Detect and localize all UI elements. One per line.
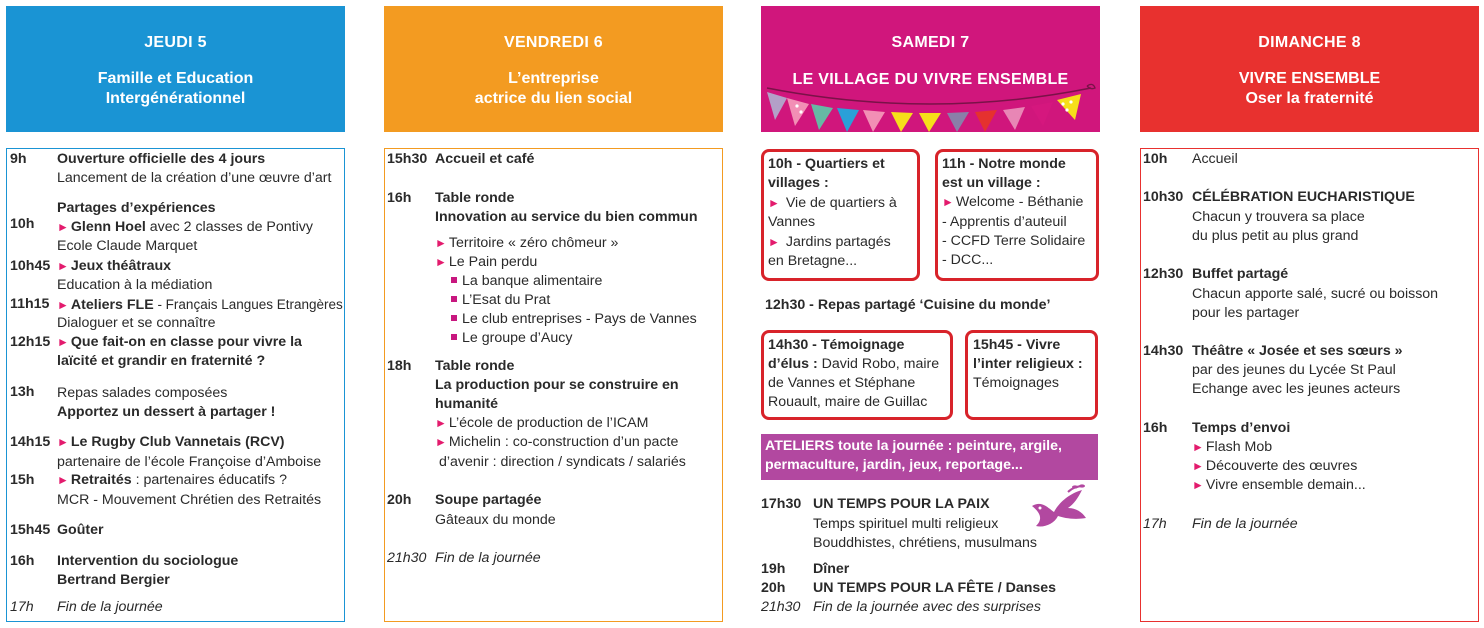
triangle-right-icon: ► — [435, 416, 447, 430]
time: 15h — [10, 472, 35, 488]
box-title: 14h30 - Témoignage — [768, 337, 905, 353]
event-title: laïcité et grandir en fraternité ? — [57, 353, 266, 369]
box-item: - Apprentis d’auteuil — [942, 214, 1067, 230]
box-title: l’inter religieux : — [973, 356, 1083, 372]
event-item: ► Glenn Hoel avec 2 classes de Pontivy — [57, 219, 313, 235]
event-title: ► Le Rugby Club Vannetais (RCV) — [57, 434, 285, 450]
event-title: UN TEMPS POUR LA FÊTE / Danses — [813, 580, 1057, 596]
theme-line2: Oser la fraternité — [1245, 90, 1374, 107]
box-item: - DCC... — [942, 252, 994, 268]
event-title: Table ronde — [435, 358, 515, 374]
triangle-right-icon: ► — [1192, 440, 1204, 454]
time: 12h30 — [1143, 266, 1184, 282]
event-desc: Repas salades composées — [57, 385, 228, 401]
box-item: - CCFD Terre Solidaire — [942, 233, 1086, 249]
theme-line1: L’entreprise — [508, 70, 599, 87]
day-title: JEUDI 5 — [144, 34, 207, 51]
time: 16h — [1143, 420, 1168, 436]
ateliers-banner — [761, 434, 1098, 480]
square-bullet-icon — [451, 334, 457, 340]
event-desc: Lancement de la création d’une œuvre d’art — [57, 170, 332, 186]
day-title: DIMANCHE 8 — [1258, 34, 1361, 51]
time: 20h — [761, 580, 786, 596]
event-title: Table ronde — [435, 190, 515, 206]
event-title: Innovation au service du bien commun — [435, 209, 698, 225]
event-desc: Chacun apporte salé, sucré ou boisson — [1192, 286, 1439, 302]
box-item: ► Vie de quartiers à — [768, 195, 897, 211]
time: 14h15 — [10, 434, 51, 450]
event-desc: Chacun y trouvera sa place — [1192, 209, 1365, 225]
event-desc: MCR - Mouvement Chrétien des Retraités — [57, 492, 322, 508]
triangle-right-icon: ► — [942, 195, 954, 209]
event-title: Dîner — [813, 561, 850, 577]
time: 15h45 — [10, 522, 51, 538]
square-bullet-icon — [451, 296, 457, 302]
event-title: Ouverture officielle des 4 jours — [57, 151, 266, 167]
time: 10h — [1143, 151, 1168, 167]
event-title: Temps d’envoi — [1192, 420, 1291, 436]
time: 10h30 — [1143, 189, 1184, 205]
lunch-line: 12h30 - Repas partagé ‘Cuisine du monde’ — [765, 297, 1051, 313]
event-desc: Accueil — [1192, 151, 1238, 167]
event-title: UN TEMPS POUR LA PAIX — [813, 496, 990, 512]
time: 10h — [10, 216, 35, 232]
event-item: ► Flash Mob — [1192, 439, 1273, 455]
box-item: en Bretagne... — [768, 253, 858, 269]
event-title: Intervention du sociologue — [57, 553, 239, 569]
triangle-right-icon: ► — [768, 235, 780, 249]
event-desc: Temps spirituel multi religieux — [813, 516, 999, 532]
event-desc: Echange avec les jeunes acteurs — [1192, 381, 1401, 397]
event-item: ► Vivre ensemble demain... — [1192, 477, 1366, 493]
triangle-right-icon: ► — [57, 259, 69, 273]
triangle-right-icon: ► — [768, 196, 780, 210]
time: 11h15 — [10, 296, 50, 312]
event-desc: Dialoguer et se connaître — [57, 315, 216, 331]
box-item: Rouault, maire de Guillac — [768, 394, 928, 410]
event-item: ► Découverte des œuvres — [1192, 458, 1358, 474]
end-label: Fin de la journée avec des surprises — [813, 599, 1041, 615]
box-title: 15h45 - Vivre — [973, 337, 1061, 353]
event-title: ► Ateliers FLE - Français Langues Etrangères — [57, 297, 343, 313]
time: 14h30 — [1143, 343, 1184, 359]
triangle-right-icon: ► — [435, 236, 447, 250]
dove-icon — [1028, 484, 1094, 530]
event-item: ► Territoire « zéro chômeur » — [435, 235, 619, 251]
end-label: Fin de la journée — [57, 599, 163, 615]
event-desc: partenaire de l’école Françoise d’Amboise — [57, 454, 322, 470]
box-item: d’élus : David Robo, maire — [768, 356, 940, 372]
event-item: ► Le Pain perdu — [435, 254, 538, 270]
event-item: ► Michelin : co-construction d’un pacte — [435, 434, 679, 450]
end-label: Fin de la journée — [435, 550, 541, 566]
triangle-right-icon: ► — [57, 473, 69, 487]
triangle-right-icon: ► — [57, 435, 69, 449]
ateliers-line1: ATELIERS toute la journée : peinture, argile, — [765, 438, 1062, 454]
event-title: ► Que fait-on en classe pour vivre la — [57, 334, 302, 350]
time: 13h — [10, 384, 35, 400]
event-title: Goûter — [57, 522, 104, 538]
event-title: Théâtre « Josée et ses sœurs » — [1192, 343, 1403, 359]
event-desc: Ecole Claude Marquet — [57, 238, 198, 254]
event-title: Partages d’expériences — [57, 200, 216, 216]
time: 17h30 — [761, 496, 802, 512]
header-dimanche — [1140, 6, 1479, 132]
box-item: Témoignages — [973, 375, 1059, 391]
time: 16h — [10, 553, 35, 569]
theme-line1: LE VILLAGE DU VIVRE ENSEMBLE — [792, 71, 1069, 88]
end-time: 17h — [1143, 516, 1167, 532]
square-bullet-icon — [451, 315, 457, 321]
triangle-right-icon: ► — [1192, 459, 1204, 473]
event-desc: Education à la médiation — [57, 277, 213, 293]
sub-item: Le club entreprises - Pays de Vannes — [451, 310, 697, 329]
theme-line2: Intergénérationnel — [105, 90, 246, 107]
time: 19h — [761, 561, 786, 577]
sub-item: L’Esat du Prat — [451, 291, 550, 310]
event-title: Accueil et café — [435, 151, 535, 167]
triangle-right-icon: ► — [57, 298, 69, 312]
event-title: ► Jeux théâtraux — [57, 258, 172, 274]
triangle-right-icon: ► — [435, 435, 447, 449]
event-title: CÉLÉBRATION EUCHARISTIQUE — [1192, 189, 1415, 205]
day-title: SAMEDI 7 — [891, 34, 970, 51]
end-time: 21h30 — [387, 550, 427, 566]
box-title: 10h - Quartiers et — [768, 156, 885, 172]
theme-line1: Famille et Education — [97, 70, 254, 87]
end-time: 21h30 — [761, 599, 801, 615]
time: 9h — [10, 151, 27, 167]
header-jeudi — [6, 6, 345, 132]
event-title: Soupe partagée — [435, 492, 542, 508]
time: 16h — [387, 190, 412, 206]
bunting-garland — [761, 80, 1100, 132]
theme-line2: actrice du lien social — [474, 90, 633, 107]
time: 10h45 — [10, 258, 51, 274]
triangle-right-icon: ► — [57, 335, 69, 349]
box-item: ► Welcome - Béthanie — [942, 194, 1084, 210]
event-desc: Gâteaux du monde — [435, 512, 556, 528]
event-title: Bertrand Bergier — [57, 572, 170, 588]
event-title: Apportez un dessert à partager ! — [57, 404, 276, 420]
event-title: humanité — [435, 396, 499, 412]
time: 18h — [387, 358, 412, 374]
time: 12h15 — [10, 334, 51, 350]
box-item: de Vannes et Stéphane — [768, 375, 916, 391]
sub-item: Le groupe d’Aucy — [451, 329, 572, 348]
header-vendredi — [384, 6, 723, 132]
box-title: villages : — [768, 175, 829, 191]
box-item: Vannes — [768, 214, 816, 230]
box-item: ► Jardins partagés — [768, 234, 891, 250]
event-title: ► Retraités : partenaires éducatifs ? — [57, 472, 287, 488]
event-desc: du plus petit au plus grand — [1192, 228, 1359, 244]
end-label: Fin de la journée — [1192, 516, 1298, 532]
theme-line1: VIVRE ENSEMBLE — [1238, 70, 1381, 87]
box-title: 11h - Notre monde — [942, 156, 1066, 172]
event-desc: pour les partager — [1192, 305, 1300, 321]
event-item: ► L’école de production de l’ICAM — [435, 415, 649, 431]
triangle-right-icon: ► — [1192, 478, 1204, 492]
event-item: d’avenir : direction / syndicats / salariés — [439, 454, 686, 470]
box-title: est un village : — [942, 175, 1041, 191]
event-title: Buffet partagé — [1192, 266, 1289, 282]
event-desc: Bouddhistes, chrétiens, musulmans — [813, 535, 1037, 551]
square-bullet-icon — [451, 277, 457, 283]
triangle-right-icon: ► — [435, 255, 447, 269]
ateliers-line2: permaculture, jardin, jeux, reportage... — [765, 457, 1023, 473]
sub-item: La banque alimentaire — [451, 272, 602, 291]
event-desc: par des jeunes du Lycée St Paul — [1192, 362, 1396, 378]
time: 15h30 — [387, 151, 428, 167]
event-title: La production pour se construire en — [435, 377, 679, 393]
day-title: VENDREDI 6 — [503, 34, 604, 51]
triangle-right-icon: ► — [57, 220, 69, 234]
time: 20h — [387, 492, 412, 508]
end-time: 17h — [10, 599, 34, 615]
